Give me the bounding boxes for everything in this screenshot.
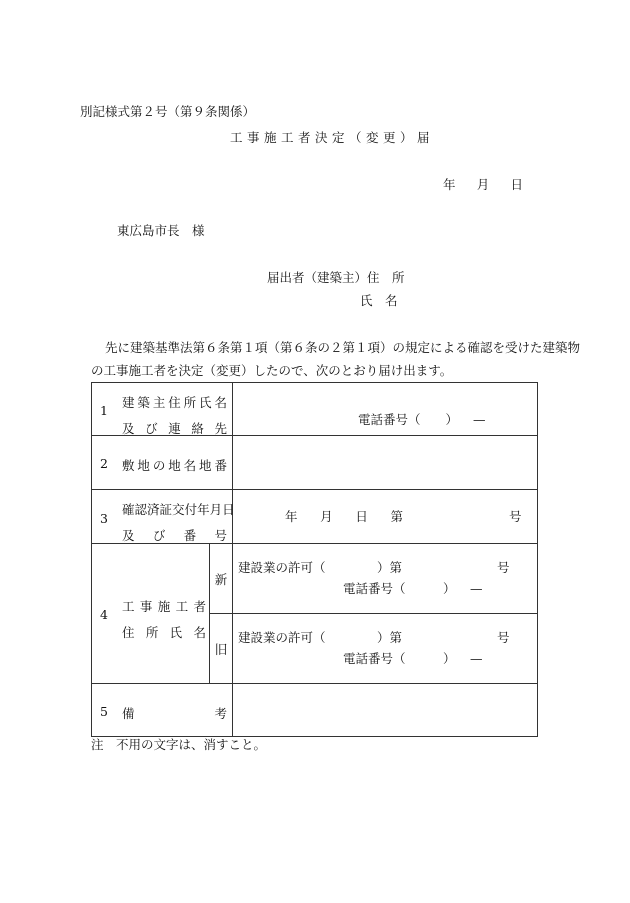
old-permit-label: 建設業の許可（: [238, 630, 326, 645]
body-text-line1: 先に建築基準法第６条第１項（第６条の２第１項）の規定による確認を受けた建築物: [105, 340, 581, 355]
certificate-label-line1: 確 認 済 証 交 付 年 月 日: [122, 502, 235, 517]
contractor-label-line1: 工 事 施 工 者: [122, 598, 206, 614]
row-number: 3: [100, 511, 108, 526]
old-phone-dash: —: [470, 651, 483, 666]
old-label: 旧: [214, 641, 228, 657]
table-row-applicant: [92, 383, 538, 436]
date-line: [443, 179, 523, 192]
date-month: 月: [476, 177, 490, 192]
remarks-value-cell[interactable]: [233, 684, 538, 737]
applicant-label-line2: 及 び 連 絡 先: [122, 421, 227, 436]
table-row-contractor-new: [92, 544, 538, 614]
addressee: 東広島市長 様: [117, 223, 205, 238]
applicant-value-cell[interactable]: [233, 383, 538, 436]
new-permit-label: 建設業の許可（: [238, 560, 326, 575]
old-permit-close: ）第: [377, 630, 403, 645]
site-label-cell: [92, 436, 233, 490]
applicant-phone-dash: —: [473, 412, 486, 427]
certificate-label-cell: [92, 490, 233, 544]
new-phone-label: 電話番号（ ）: [343, 581, 456, 596]
date-year: 年: [443, 177, 456, 192]
footnote: 注 不用の文字は、消すこと。: [91, 737, 267, 752]
remarks-label-cell: [92, 684, 233, 737]
cert-month: 月: [320, 509, 333, 524]
old-phone-label: 電話番号（ ）: [343, 651, 456, 666]
site-label: 敷 地 の 地 名 地 番: [122, 458, 227, 473]
row-number: 1: [100, 403, 108, 418]
cert-year: 年: [285, 509, 298, 524]
table-row-remarks: [92, 684, 538, 737]
remarks-label: 備 考: [122, 706, 227, 721]
old-permit-go: 号: [497, 630, 510, 645]
document-title: 工事施工者決定（変更）届: [230, 130, 435, 145]
applicant-label-line1: 建 築 主 住 所 氏 名: [122, 395, 227, 410]
contractor-old-marker: [210, 614, 233, 684]
new-permit-close: ）第: [377, 560, 403, 575]
new-label: 新: [214, 571, 228, 587]
contractor-new-value-cell[interactable]: [233, 544, 538, 614]
row-number: 5: [100, 704, 108, 719]
certificate-label-line2: 及 び 番 号: [122, 528, 227, 543]
row-number: 2: [100, 456, 108, 471]
notifier-name-label: 氏 名: [360, 293, 398, 308]
contractor-label-cell: [92, 544, 210, 684]
new-phone-dash: —: [470, 581, 483, 596]
notifier-address-label: 届出者（建築主）住 所: [267, 270, 405, 285]
cert-go: 号: [509, 509, 522, 524]
body-text-line2: の工事施工者を決定（変更）したので、次のとおり届け出ます。: [91, 363, 453, 378]
row-number: 4: [100, 606, 108, 622]
date-day: 日: [510, 177, 523, 192]
table-row-certificate: [92, 490, 538, 544]
contractor-new-marker: [210, 544, 233, 614]
applicant-label-cell: [92, 383, 233, 436]
certificate-value-cell[interactable]: [233, 490, 538, 544]
table-row-site: [92, 436, 538, 490]
cert-day: 日: [355, 509, 368, 524]
new-permit-go: 号: [497, 560, 510, 575]
form-number: 別記様式第２号（第９条関係）: [80, 104, 256, 119]
applicant-phone-label: 電話番号（ ）: [358, 412, 459, 427]
site-value-cell[interactable]: [233, 436, 538, 490]
contractor-label-line2: 住 所 氏 名: [122, 624, 206, 640]
cert-dai: 第: [390, 509, 403, 524]
notification-table: [91, 382, 538, 737]
contractor-old-value-cell[interactable]: [233, 614, 538, 684]
